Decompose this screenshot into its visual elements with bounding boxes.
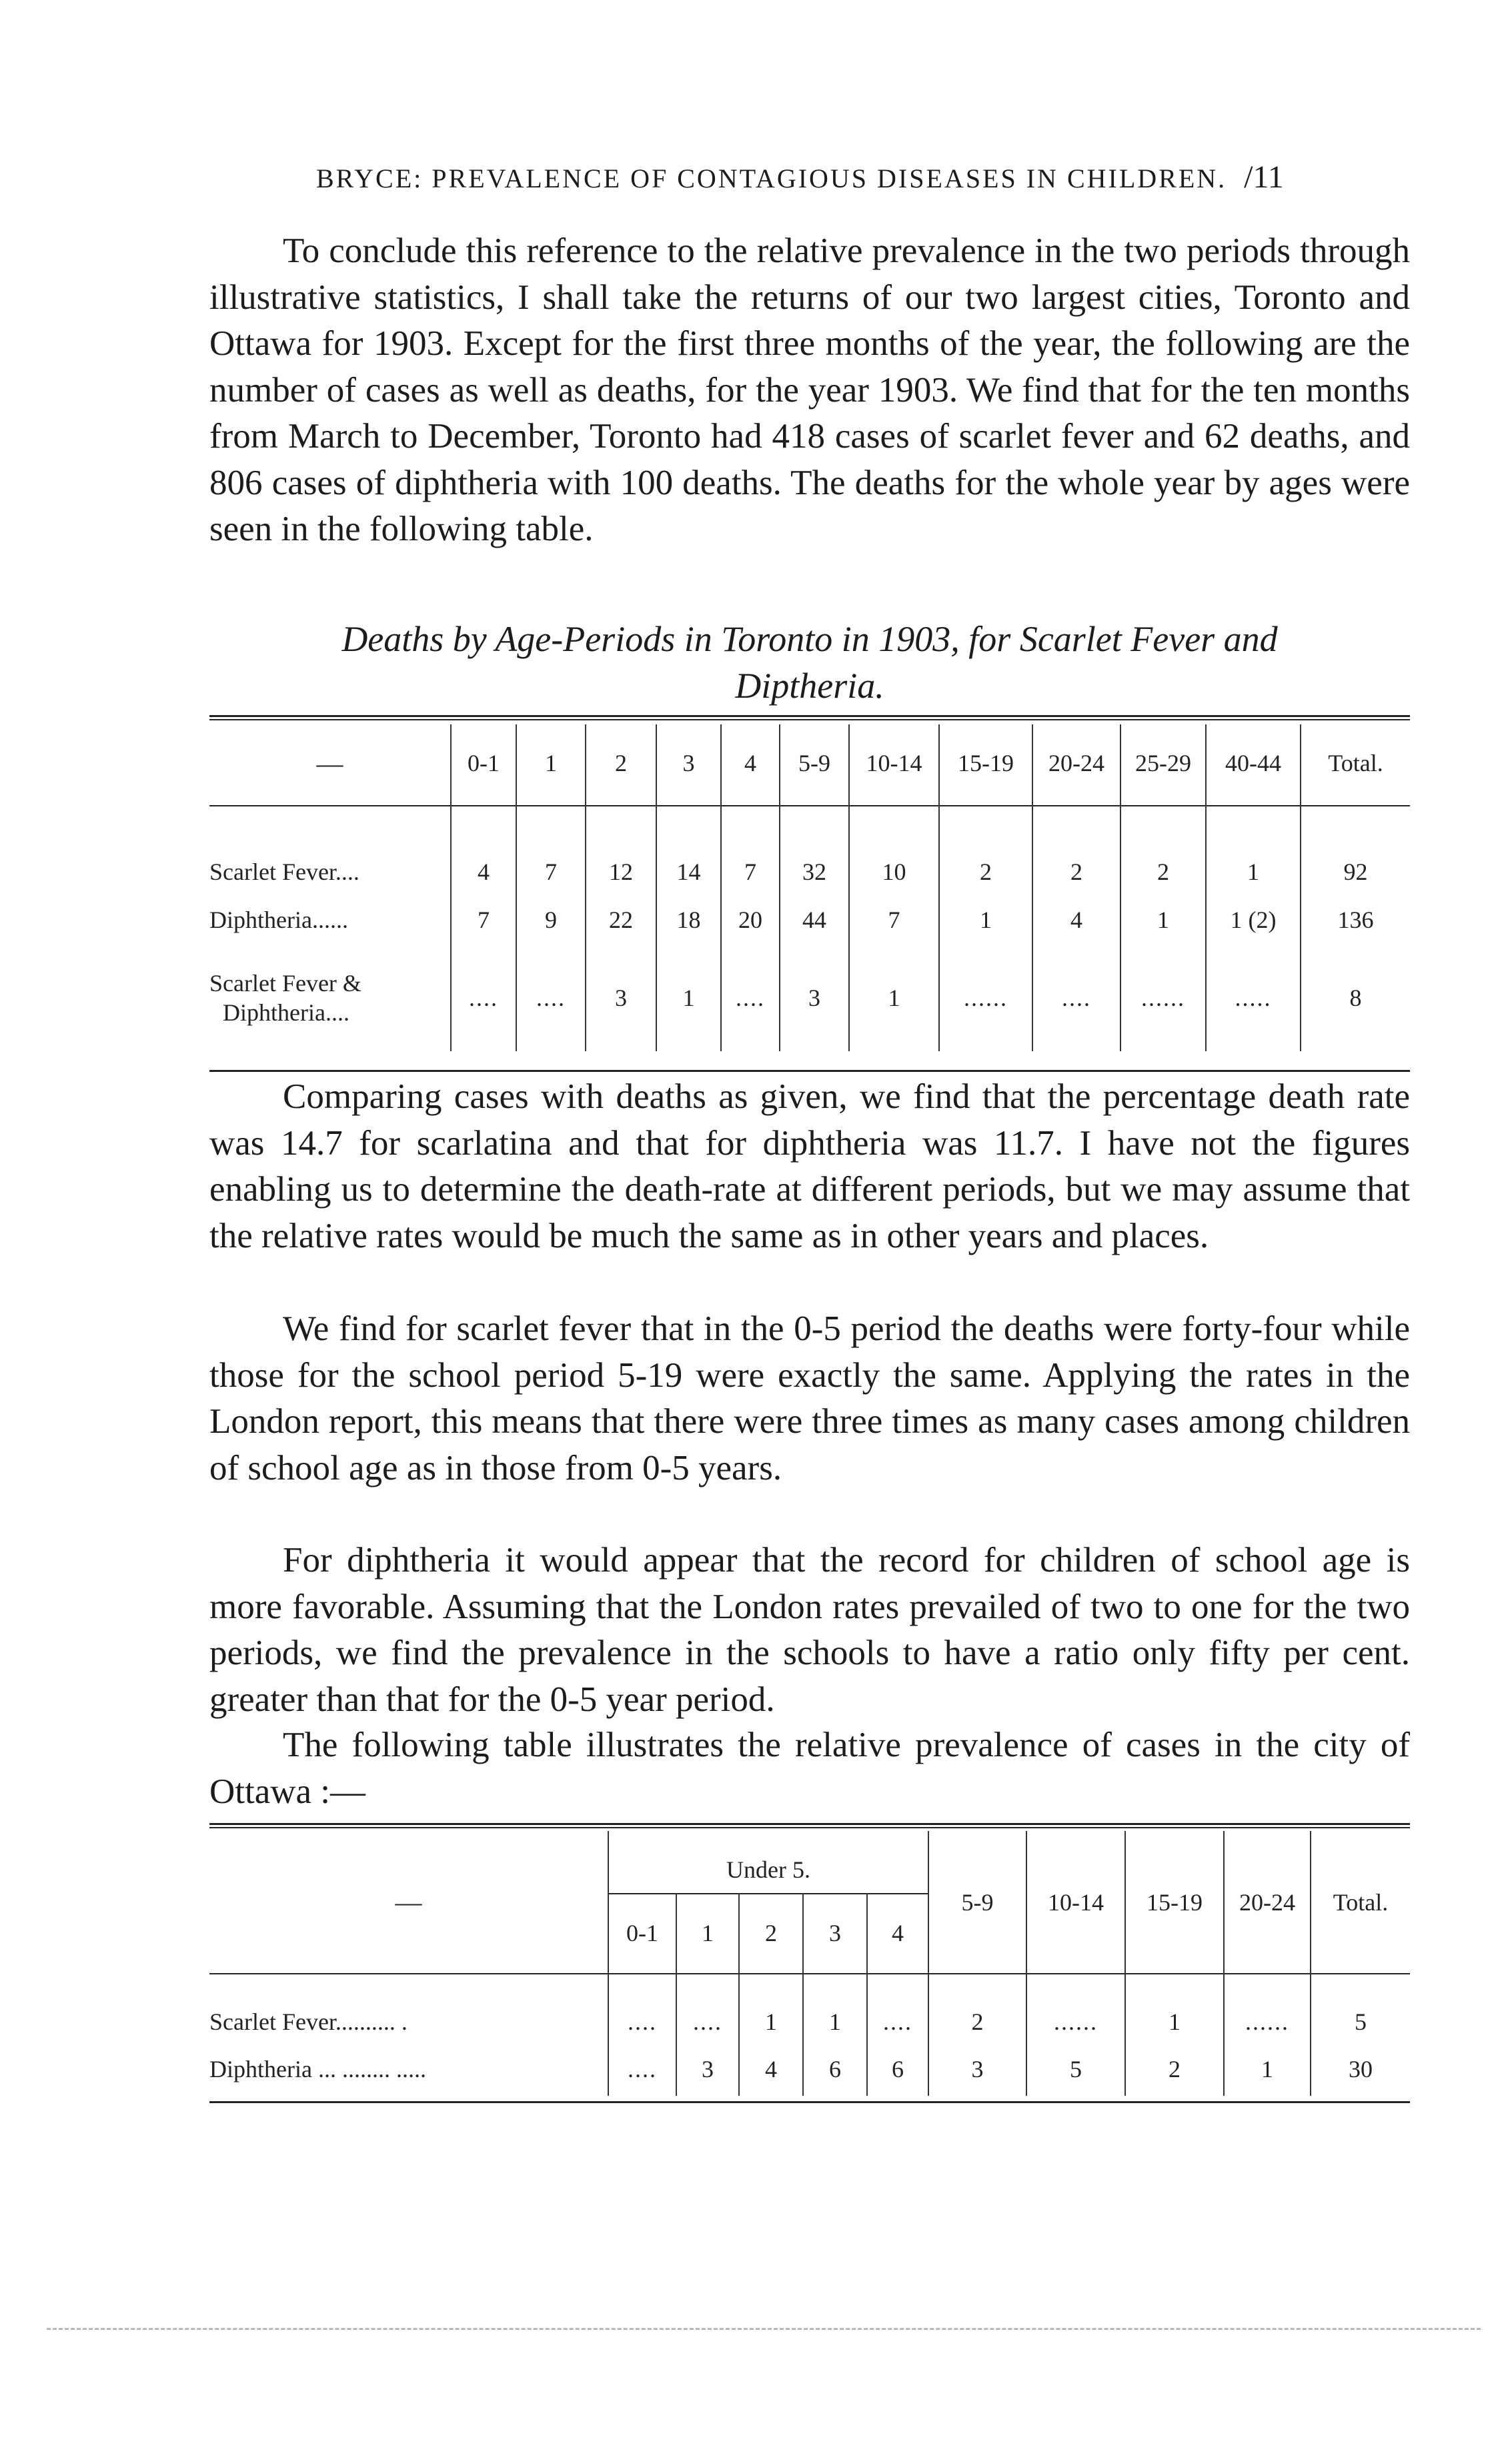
table-cell: .... [608, 1973, 676, 2042]
table-cell: 5 [1026, 2042, 1125, 2096]
paragraph-5: The following table illustrates the relative prevalence of cases in the city of Ottawa :— [209, 1726, 1410, 1811]
table-cell: 4 [1032, 895, 1120, 945]
row-label-line2: Diphtheria.... [223, 999, 349, 1026]
table-cell: 2 [928, 1973, 1026, 2042]
running-title: BRYCE: PREVALENCE OF CONTAGIOUS DISEASES IN CHILDREN. [316, 163, 1227, 193]
table-cell: 12 [586, 848, 656, 895]
table1-caption-line1: Deaths by Age-Periods in Toronto in 1903, for Scarlet Fever and [341, 619, 1278, 659]
table-cell: .... [721, 945, 780, 1051]
table1-col-header: Total. [1301, 724, 1410, 802]
table2-col-header: Total. [1311, 1831, 1410, 1973]
table-cell-total: 136 [1301, 895, 1410, 945]
table-cell-total: 30 [1311, 2042, 1410, 2096]
table-cell: ..... [1206, 945, 1301, 1051]
table-cell: 10 [849, 848, 939, 895]
table2-col-header: 20-24 [1224, 1831, 1311, 1973]
table1-spacer-row [209, 802, 1410, 848]
table-cell: 9 [516, 895, 586, 945]
table1-caption-line2: Diptheria. [735, 666, 884, 706]
table2-col-header: 5-9 [928, 1831, 1026, 1973]
table2-row-diphtheria [209, 2042, 1410, 2096]
table-cell: 7 [721, 848, 780, 895]
table1-col-header: 15-19 [939, 724, 1032, 802]
table-cell: .... [676, 1973, 739, 2042]
table1-deaths-toronto [209, 724, 1410, 1051]
table2-col-header: 15-19 [1125, 1831, 1224, 1973]
table-cell: 4 [451, 848, 516, 895]
table-cell: 3 [586, 945, 656, 1051]
table-cell: ...... [1120, 945, 1206, 1051]
table-cell: .... [867, 1973, 928, 2042]
table-cell: 2 [1032, 848, 1120, 895]
table-cell: 1 [939, 895, 1032, 945]
table-cell: 6 [803, 2042, 867, 2096]
row-label: Scarlet Fever.... [209, 858, 359, 885]
table1-top-rule-inner [209, 719, 1410, 720]
table-cell: 22 [586, 895, 656, 945]
table1-col-header: 25-29 [1120, 724, 1206, 802]
row-label-line1: Scarlet Fever & [209, 970, 361, 997]
bottom-scan-artifact-rule [47, 2328, 1481, 2330]
table2-col-header: 10-14 [1026, 1831, 1125, 1973]
table-cell: 1 [1120, 895, 1206, 945]
table-cell: .... [1032, 945, 1120, 1051]
table-cell: 6 [867, 2042, 928, 2096]
table2-header-row-1 [209, 1831, 1410, 1893]
table-cell: 2 [1125, 2042, 1224, 2096]
table-cell: 1 [849, 945, 939, 1051]
table-cell: 3 [780, 945, 849, 1051]
table-cell: 1 [656, 945, 721, 1051]
table1-col-header: 20-24 [1032, 724, 1120, 802]
table1-col-header: 1 [516, 724, 586, 802]
row-label: Scarlet Fever.......... . [209, 2008, 408, 2035]
table-cell: 32 [780, 848, 849, 895]
table-cell-total: 5 [1311, 1973, 1410, 2042]
table1-col-header: 2 [586, 724, 656, 802]
row-label: Diphtheria ... ........ ..... [209, 2056, 426, 2082]
table-cell: 1 [803, 1973, 867, 2042]
table2-top-rule [209, 1823, 1410, 1825]
table-cell-total: 92 [1301, 848, 1410, 895]
page-number: /11 [1244, 159, 1284, 195]
running-header [316, 159, 1410, 195]
table-cell: 3 [676, 2042, 739, 2096]
table2-under5-col-header: 1 [676, 1893, 739, 1973]
table-cell: 7 [516, 848, 586, 895]
table-cell: 44 [780, 895, 849, 945]
table1-bottom-rule [209, 1070, 1410, 1072]
table-cell: ...... [1026, 1973, 1125, 2042]
table-cell: 2 [1120, 848, 1206, 895]
table2-row-scarlet-fever [209, 1973, 1410, 2042]
table-cell: 14 [656, 848, 721, 895]
table-cell: .... [516, 945, 586, 1051]
table-cell: 2 [939, 848, 1032, 895]
row-label [209, 945, 451, 1051]
table1-row-scarlet-fever [209, 848, 1410, 895]
table1-row-diphtheria [209, 895, 1410, 945]
table-cell: 3 [928, 2042, 1026, 2096]
table2-top-rule-inner [209, 1827, 1410, 1828]
table-cell: ...... [1224, 1973, 1311, 2042]
paragraph-2: Comparing cases with deaths as given, we find that the percentage death rate was 14.7 for scarlatina and that for diphtheria was 11.7. I have not the figures enabling us to determine the death-rate at different periods, but we may assume that the relative rates would be much the same as in other years and places. [209, 1077, 1410, 1255]
table-cell: .... [608, 2042, 676, 2096]
table1-col-header: 0-1 [451, 724, 516, 802]
table2-under5-col-header: 4 [867, 1893, 928, 1973]
table1-col-header: 10-14 [849, 724, 939, 802]
table-cell: 1 (2) [1206, 895, 1301, 945]
paragraph-1: To conclude this reference to the relative prevalence in the two periods through illustrative statistics, I shall take the returns of our two largest cities, Toronto and Ottawa for 1903. Except for the first three months of the year, the following are the number of cases as well as deaths, for the year 1903. We find that for the ten months from March to December, Toronto had 418 cases of scarlet fever and 62 deaths, and 806 cases of diphtheria with 100 deaths. The deaths for the whole year by ages were seen in the following table. [209, 231, 1410, 548]
table-cell: 1 [1206, 848, 1301, 895]
table-cell: 1 [1224, 2042, 1311, 2096]
table-cell: 7 [451, 895, 516, 945]
table-cell: 1 [739, 1973, 803, 2042]
table-cell-total: 8 [1301, 945, 1410, 1051]
table2-under5-col-header: 0-1 [608, 1893, 676, 1973]
table-cell: 7 [849, 895, 939, 945]
table1-col-header: 5-9 [780, 724, 849, 802]
paragraph-3: We find for scarlet fever that in the 0-5 period the deaths were forty-four while those for the school period 5-19 were exactly the same. Applying the rates in the London report, this means that there were three times as many cases among children of school age as in those from 0-5 years. [209, 1309, 1410, 1487]
table1-row-scarlet-fever-and-diphtheria [209, 945, 1410, 1051]
table1-col-header: 4 [721, 724, 780, 802]
table-cell: 20 [721, 895, 780, 945]
table1-header-row [209, 724, 1410, 802]
table2-under5-col-header: 2 [739, 1893, 803, 1973]
table-cell: 18 [656, 895, 721, 945]
table-cell: .... [451, 945, 516, 1051]
table2-under5-col-header: 3 [803, 1893, 867, 1973]
table2-bottom-rule [209, 2101, 1410, 2103]
table1-caption [209, 616, 1410, 709]
table2-cases-ottawa [209, 1831, 1410, 2096]
table2-corner: — [395, 1887, 422, 1917]
row-label: Diphtheria...... [209, 906, 348, 933]
table1-corner: — [316, 748, 343, 778]
table-cell: 1 [1125, 1973, 1224, 2042]
paragraph-4: For diphtheria it would appear that the record for children of school age is more favorable. Assuming that the London rates prevailed of two to one for the two periods, we find the prevalence in the schools to have a ratio only fifty per cent. greater than that for the 0-5 year period. [209, 1541, 1410, 1719]
table1-top-rule [209, 715, 1410, 717]
table-cell: ...... [939, 945, 1032, 1051]
table1-col-header: 40-44 [1206, 724, 1301, 802]
under-5-header: Under 5. [608, 1831, 928, 1893]
table1-col-header: 3 [656, 724, 721, 802]
table-cell: 4 [739, 2042, 803, 2096]
